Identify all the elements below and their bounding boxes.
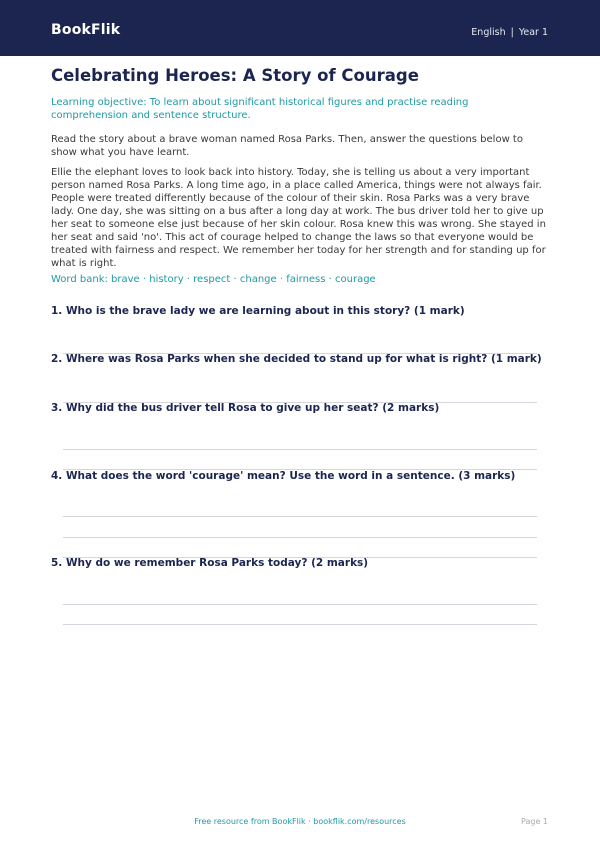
subject-label: English [471,27,506,38]
word-bank: Word bank: brave · history · respect · change · fairness · courage [51,274,376,285]
question-1: 1. Who is the brave lady we are learning about in this story? (1 mark) [51,305,465,317]
answer-line[interactable] [63,449,537,450]
question-2: 2. Where was Rosa Parks when she decided to stand up for what is right? (1 mark) [51,353,542,365]
answer-line[interactable] [63,604,537,605]
question-3: 3. Why did the bus driver tell Rosa to give up her seat? (2 marks) [51,402,440,414]
learning-objective: Learning objective: To learn about significant historical figures and practise reading comprehension and sentence structure. [51,97,469,121]
brand-logo[interactable]: BookFlik [51,22,121,38]
question-5: 5. Why do we remember Rosa Parks today? (2 marks) [51,557,369,569]
year-label: Year 1 [518,27,548,38]
footer-link[interactable]: Free resource from BookFlik · bookflik.com/resources [194,817,406,826]
answer-line[interactable] [63,624,537,625]
instructions-text: Read the story about a brave woman named Rosa Parks. Then, answer the questions below to show what you have learnt. [51,134,523,158]
worksheet-title: Celebrating Heroes: A Story of Courage [51,66,419,85]
question-4: 4. What does the word 'courage' mean? Use the word in a sentence. (3 marks) [51,470,516,482]
page-number: Page 1 [521,817,548,826]
page-header [0,0,600,56]
answer-line[interactable] [63,537,537,538]
story-text: Ellie the elephant loves to look back into history. Today, she is telling us about a very important person named Rosa Parks. A long time ago, in a place called America, things were not always fair. People were treated differently because of the colour of their skin. Rosa Parks was a very brave lady. One day, she was sitting on a bus after a long day at work. The bus driver told her to give up her seat to someone else just because of her skin colour. Rosa knew this was wrong. She stayed in her seat and said 'no'. This act of courage helped to change the laws so that everyone would be treated with fairness and respect. We remember her today for her strength and for standing up for what is right. [51,167,546,269]
subject-year-label [471,27,548,38]
answer-line[interactable] [63,516,537,517]
meta-separator: | [510,27,514,38]
